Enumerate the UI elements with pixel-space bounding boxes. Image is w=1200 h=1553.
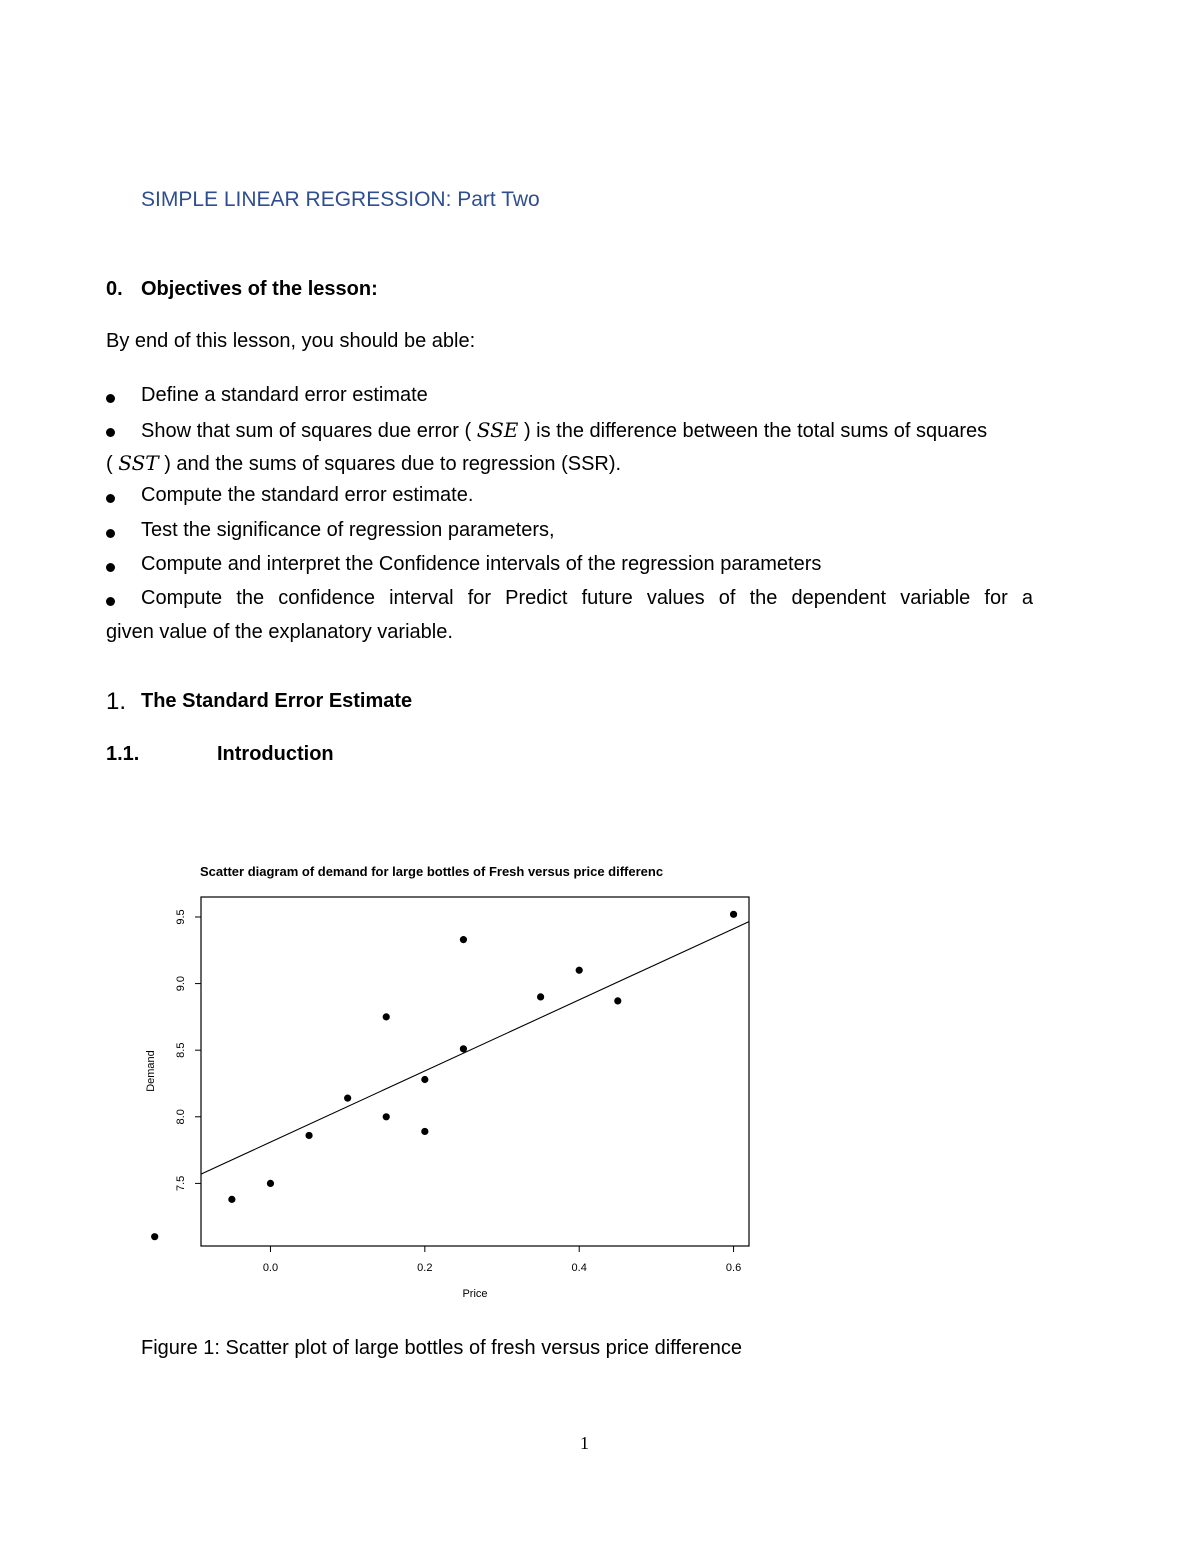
y-tick-label: 9.5	[175, 909, 187, 925]
bullet-dot-icon	[106, 494, 115, 503]
scatter-chart	[130, 850, 780, 1310]
objective-bullet-6-line-2: given value of the explanatory variable.	[106, 621, 453, 643]
section-1-number: 1.	[106, 688, 127, 715]
regression-line-group	[201, 922, 749, 1175]
data-point	[730, 911, 737, 918]
x-tick-label: 0.6	[725, 1262, 742, 1274]
y-tick-label: 9.0	[175, 975, 187, 992]
objective-bullet-2-line-2	[106, 451, 621, 476]
document-title: SIMPLE LINEAR REGRESSION: Part Two	[141, 188, 540, 211]
bullet-dot-icon	[106, 597, 115, 606]
bullet-dot-icon	[106, 428, 115, 437]
intro-line: By end of this lesson, you should be able:	[106, 330, 476, 352]
section-1-1-number: 1.1.	[106, 743, 140, 765]
x-tick-label: 0.0	[262, 1262, 279, 1274]
data-point	[421, 1076, 428, 1083]
bullet-text: Compute the confidence interval for Predict future values of the dependent variable for a	[141, 587, 1033, 609]
y-tick-label: 8.5	[175, 1042, 187, 1058]
data-point	[383, 1013, 390, 1020]
data-point	[421, 1128, 428, 1135]
data-point	[460, 936, 467, 943]
bullet-text: Compute the standard error estimate.	[141, 484, 474, 506]
bullet-text-part: ) and the sums of squares due to regression (SSR).	[164, 453, 622, 475]
bullet-dot-icon	[106, 394, 115, 403]
x-axis	[263, 1246, 741, 1274]
x-axis-label: Price	[462, 1288, 488, 1300]
sse-symbol: SSE	[476, 418, 519, 442]
bullet-dot-icon	[106, 563, 115, 572]
section-0-heading: Objectives of the lesson:	[141, 278, 378, 300]
bullet-text-part: Show that sum of squares due error (	[141, 420, 472, 442]
section-1-heading: The Standard Error Estimate	[141, 690, 413, 712]
data-point	[305, 1132, 312, 1139]
bullet-text: Compute and interpret the Confidence intervals of the regression parameters	[141, 553, 822, 575]
bullet-dot-icon	[106, 529, 115, 538]
y-axis-label: Demand	[145, 1050, 157, 1092]
x-tick-label: 0.4	[571, 1262, 587, 1274]
data-point	[383, 1113, 390, 1120]
bullet-text-part: ) is the difference between the total sums of squares	[523, 420, 988, 442]
y-tick-label: 7.5	[175, 1175, 187, 1192]
bullet-text: Define a standard error estimate	[141, 384, 428, 406]
x-tick-label: 0.2	[417, 1262, 433, 1274]
figure-caption: Figure 1: Scatter plot of large bottles of fresh versus price difference	[141, 1337, 743, 1359]
data-point	[267, 1180, 274, 1187]
data-point	[460, 1045, 467, 1052]
data-point	[228, 1196, 235, 1203]
bullet-text-part: (	[106, 453, 113, 475]
data-point	[151, 1233, 158, 1240]
data-point	[576, 967, 583, 974]
data-points	[151, 911, 737, 1241]
section-1-1-heading: Introduction	[217, 743, 334, 765]
regression-line	[201, 922, 749, 1175]
data-point	[614, 997, 621, 1004]
sst-symbol: SST	[118, 451, 159, 475]
plot-frame	[201, 897, 749, 1246]
data-point	[344, 1095, 351, 1102]
bullet-text	[141, 418, 987, 443]
page-number: 1	[580, 1433, 589, 1453]
data-point	[537, 993, 544, 1000]
chart-title: Scatter diagram of demand for large bottles of Fresh versus price differenc	[200, 864, 664, 879]
y-axis	[175, 909, 201, 1191]
section-0-number: 0.	[106, 278, 123, 300]
bullet-text: Test the significance of regression parameters,	[141, 519, 555, 541]
y-tick-label: 8.0	[175, 1109, 187, 1125]
